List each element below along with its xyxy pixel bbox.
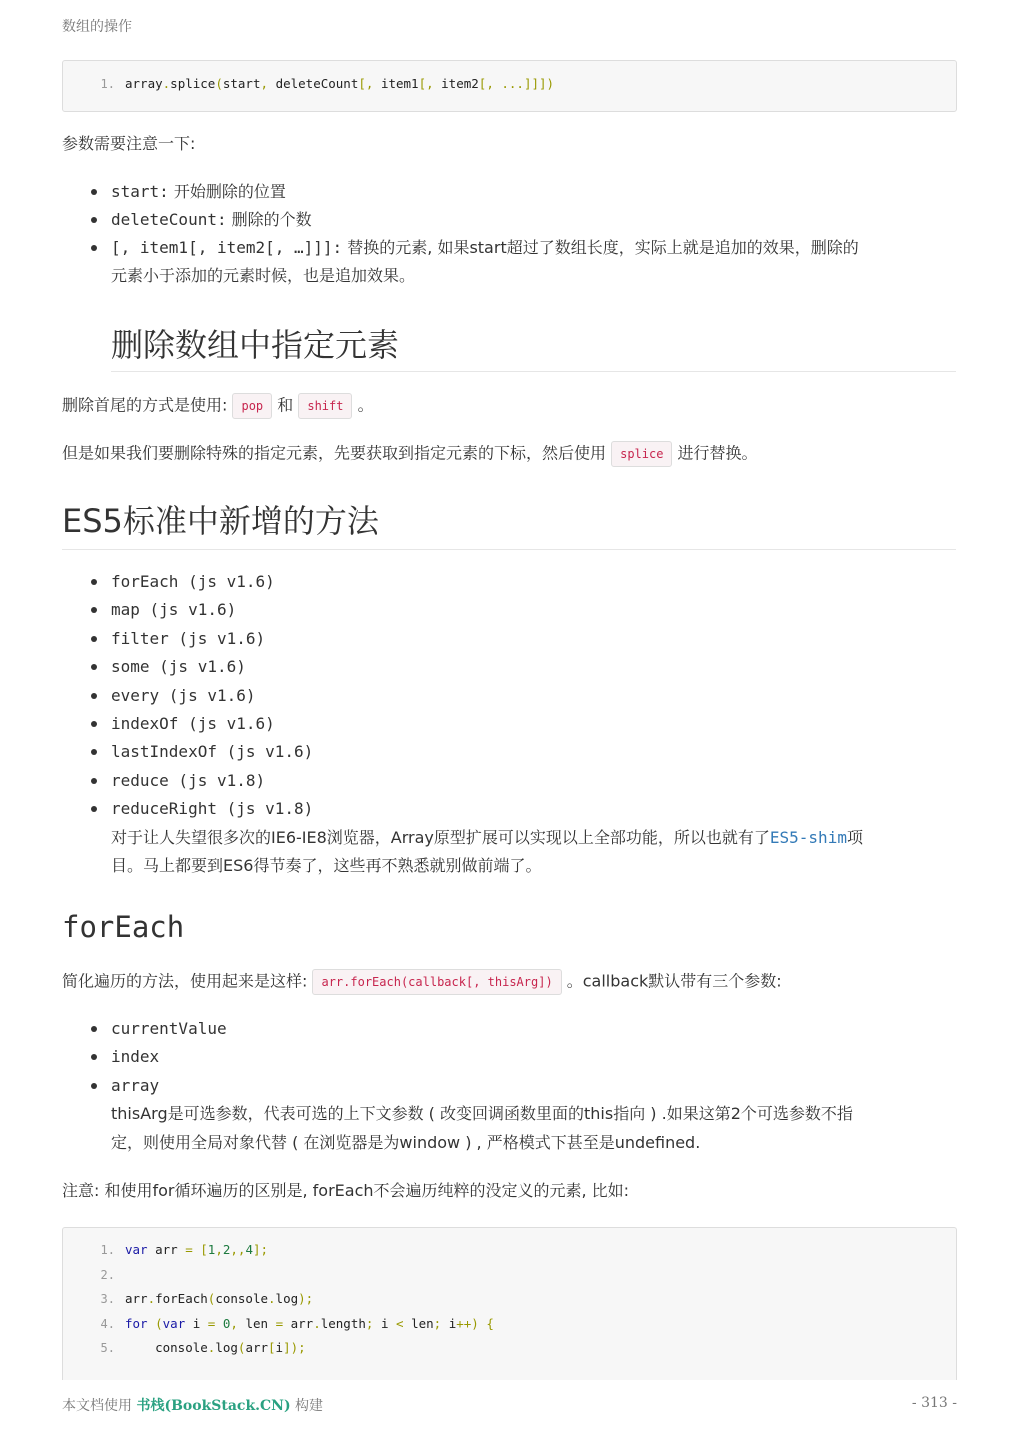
- list-item-text: every (js v1.6): [111, 685, 256, 705]
- code-token: len: [245, 1315, 276, 1331]
- code-token: console: [215, 1291, 269, 1307]
- code-block-foreach-example: [62, 1227, 957, 1380]
- code-token: arr: [125, 1291, 148, 1307]
- heading-rule: [62, 549, 956, 550]
- code-block-splice-signature: [62, 60, 957, 112]
- list-item-text: currentValue: [111, 1019, 227, 1038]
- heading-rule: [111, 371, 956, 372]
- heading-delete-specific: 删除数组中指定元素: [111, 326, 400, 364]
- line-number: 4.: [100, 1316, 115, 1331]
- list-item-callback-arg: [111, 1072, 159, 1100]
- code-token: ,,: [230, 1242, 246, 1257]
- thisarg-note: thisArg是可选参数，代表可选的上下文参数 ( 改变回调函数里面的this指向 ) .如果这第2个可选参数不指: [111, 1104, 853, 1123]
- es5-note-continued: 目。马上都要到ES6得节奏了，这些再不熟悉就别做前端了。: [111, 856, 542, 875]
- bullet: [91, 749, 97, 755]
- list-item-method: [111, 596, 236, 624]
- code-line: [63, 1338, 306, 1358]
- list-item-text: some (js v1.6): [111, 657, 246, 677]
- code-token: ,: [230, 1315, 246, 1331]
- code-token: .: [313, 1315, 321, 1331]
- bullet: [91, 721, 97, 727]
- paragraph-foreach-usage: [62, 969, 782, 995]
- code-token: (: [207, 1291, 216, 1307]
- text: 但是如果我们要删除特殊的指定元素，先要获取到指定元素的下标，然后使用: [62, 443, 612, 463]
- code-token: arr: [147, 1242, 186, 1257]
- code-token: start: [222, 76, 261, 91]
- code-token: console: [125, 1340, 208, 1356]
- text: 简化遍历的方法，使用起来是这样:: [62, 971, 313, 991]
- line-number: 3.: [100, 1292, 115, 1307]
- heading-foreach: forEach: [62, 910, 185, 944]
- code-token: ,: [260, 76, 276, 91]
- code-token: [: [268, 1340, 276, 1356]
- code-line: [63, 1314, 494, 1334]
- running-header: 数组的操作: [62, 19, 132, 35]
- code-token: [, ...]]]): [478, 76, 555, 91]
- code-line: [63, 1265, 125, 1285]
- inline-code-pop: pop: [232, 393, 272, 419]
- text: 。: [352, 395, 374, 415]
- params-intro: 参数需要注意一下:: [62, 134, 196, 153]
- line-number: 2.: [100, 1267, 115, 1282]
- bullet: [91, 778, 97, 784]
- code-token: ,: [215, 1242, 223, 1257]
- text: 和: [272, 395, 299, 415]
- bullet: [91, 806, 97, 812]
- code-token: var: [162, 1315, 186, 1331]
- list-item-method: [111, 710, 275, 738]
- code-token: 2: [222, 1242, 231, 1257]
- param-code: start:: [111, 182, 169, 201]
- list-item-param-items-continued: 元素小于添加的元素时候，也是追加效果。: [111, 266, 416, 285]
- paragraph-splice-usage: [62, 441, 758, 467]
- code-token: arr: [290, 1315, 314, 1331]
- list-item-method: [111, 625, 265, 653]
- code-token: [,: [418, 76, 442, 91]
- es5-note: [111, 824, 951, 852]
- line-number: 5.: [100, 1341, 115, 1356]
- code-token: ++) {: [456, 1315, 494, 1331]
- code-token: 1: [207, 1242, 216, 1257]
- code-token: .: [268, 1291, 276, 1307]
- list-item-text: reduce (js v1.8): [111, 770, 266, 790]
- bullet: [91, 245, 97, 251]
- code-token: 4: [245, 1242, 253, 1257]
- code-token: =: [275, 1315, 291, 1331]
- code-token: = [: [185, 1242, 208, 1257]
- list-item-param-start: [111, 178, 286, 206]
- text: 对于让人失望很多次的IE6-IE8浏览器，Array原型扩展可以实现以上全部功能，所以也就有了: [111, 828, 770, 847]
- code-token: i: [380, 1315, 397, 1331]
- bullet: [91, 1083, 97, 1089]
- code-token: ;: [365, 1315, 381, 1331]
- code-token: =: [207, 1315, 223, 1331]
- code-token: deleteCount: [275, 76, 359, 91]
- list-item-method: [111, 767, 265, 795]
- param-text: 开始删除的位置: [168, 182, 286, 201]
- code-line: [63, 1240, 268, 1260]
- bookstack-link[interactable]: 书栈(BookStack.CN): [136, 1398, 291, 1414]
- text: 项: [846, 828, 863, 847]
- list-item-callback-arg: [111, 1015, 227, 1043]
- code-token: <: [396, 1315, 412, 1331]
- bullet: [91, 217, 97, 223]
- code-token: for: [125, 1315, 148, 1331]
- param-code: [, item1[, item2[, …]]]:: [111, 238, 343, 257]
- thisarg-note-continued: 定，则使用全局对象代替 ( 在浏览器是为window ) , 严格模式下甚至是undefined.: [111, 1133, 701, 1152]
- code-token: (: [215, 76, 223, 91]
- list-item-method: [111, 568, 275, 596]
- bullet: [91, 693, 97, 699]
- list-item-param-deletecount: [111, 206, 312, 234]
- code-token: .: [147, 1291, 156, 1307]
- code-token: length: [320, 1315, 366, 1331]
- inline-code-foreach: arr.forEach(callback[, thisArg]): [312, 969, 561, 995]
- inline-code-shift: shift: [298, 393, 352, 419]
- list-item-text: lastIndexOf (js v1.6): [111, 742, 314, 762]
- list-item-method: [111, 682, 256, 710]
- code-token: );: [298, 1291, 314, 1307]
- bullet: [91, 189, 97, 195]
- code-token: i: [185, 1315, 208, 1331]
- code-token: item1: [380, 76, 419, 91]
- list-item-text: reduceRight (js v1.8): [111, 799, 314, 819]
- footer-credit: [62, 1395, 323, 1415]
- code-token: (: [147, 1315, 163, 1331]
- code-token: .: [207, 1340, 216, 1356]
- code-token: 0: [222, 1315, 231, 1331]
- code-token: (: [237, 1340, 246, 1356]
- list-item-param-items: [111, 234, 859, 262]
- code-token: ;: [433, 1315, 449, 1331]
- code-token: ];: [252, 1242, 269, 1257]
- list-item-callback-arg: [111, 1043, 159, 1071]
- bullet: [91, 1026, 97, 1032]
- code-token: arr: [245, 1340, 269, 1356]
- inline-code-splice: splice: [611, 441, 672, 467]
- code-token: log: [275, 1291, 299, 1307]
- text: 删除首尾的方式是使用:: [62, 395, 233, 415]
- heading-es5-methods: ES5标准中新增的方法: [62, 502, 379, 540]
- code-token: ]);: [283, 1340, 306, 1356]
- param-code: deleteCount:: [111, 210, 227, 229]
- list-item-text: array: [111, 1075, 160, 1095]
- code-line: [63, 74, 554, 94]
- bullet: [91, 607, 97, 613]
- code-token: splice: [170, 76, 216, 91]
- code-token: array: [125, 76, 163, 91]
- code-token: .: [162, 76, 171, 91]
- text: 进行替换。: [672, 443, 758, 463]
- text: 本文档使用: [62, 1398, 137, 1414]
- code-token: item2: [441, 76, 479, 91]
- code-token: len: [411, 1315, 434, 1331]
- code-token: var: [125, 1242, 148, 1257]
- text: 。callback默认带有三个参数:: [561, 971, 782, 991]
- bullet: [91, 579, 97, 585]
- list-item-method: [111, 653, 246, 681]
- param-text: 删除的个数: [226, 210, 312, 229]
- list-item-text: index: [111, 1047, 160, 1067]
- list-item-method: [111, 795, 313, 823]
- line-number: 1.: [100, 77, 115, 91]
- list-item-method: [111, 738, 313, 766]
- code-token: i: [448, 1315, 457, 1331]
- list-item-text: map (js v1.6): [111, 600, 237, 620]
- code-token: i: [275, 1340, 284, 1356]
- code-token: forEach: [155, 1291, 208, 1307]
- list-item-text: filter (js v1.6): [111, 628, 266, 648]
- list-item-text: indexOf (js v1.6): [111, 714, 275, 733]
- code-line: [63, 1289, 313, 1309]
- code-token: [,: [358, 76, 381, 91]
- text: 构建: [290, 1398, 324, 1414]
- bullet: [91, 664, 97, 670]
- list-item-text: forEach (js v1.6): [111, 572, 275, 591]
- bullet: [91, 636, 97, 642]
- foreach-warning: 注意: 和使用for循环遍历的区别是, forEach不会遍历纯粹的没定义的元素, 比如:: [62, 1181, 630, 1200]
- paragraph-pop-shift: [62, 393, 374, 419]
- param-text: 替换的元素, 如果start超过了数组长度，实际上就是追加的效果，删除的: [342, 238, 859, 257]
- page-number: - 313 -: [911, 1395, 957, 1411]
- bullet: [91, 1054, 97, 1060]
- code-token: log: [215, 1340, 238, 1356]
- line-number: 1.: [100, 1243, 115, 1257]
- es5-shim-link[interactable]: ES5-shim: [769, 828, 847, 847]
